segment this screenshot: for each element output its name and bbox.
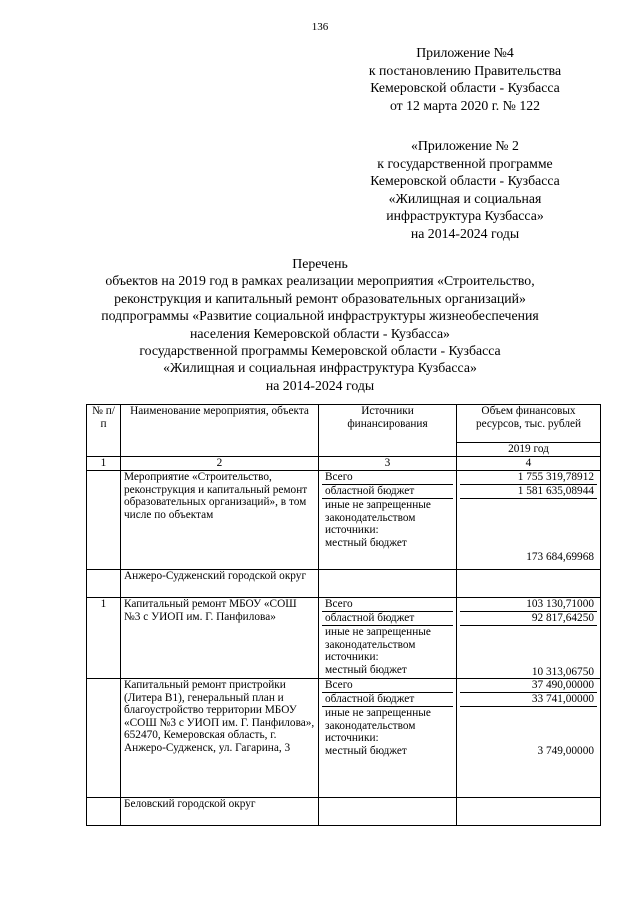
- value-local: 173 684,69968: [526, 550, 594, 563]
- cell-empty: [457, 798, 601, 826]
- value-local-box: [460, 626, 597, 678]
- appendix2-line: к государственной программе: [377, 155, 553, 171]
- source-regional: областной бюджет: [322, 693, 453, 707]
- table-row: [87, 598, 601, 679]
- title-line: Перечень: [292, 256, 348, 271]
- title-line: подпрограммы «Развитие социальной инфраструктуры жизнеобеспечения: [101, 308, 539, 324]
- page-number: 136: [311, 21, 329, 33]
- source-other-label: иные не запрещенные законодательством источники:: [325, 499, 431, 536]
- cell-name: Мероприятие «Строительство, реконструкция и капитальный ремонт образовательных организаций», в том числе по объектам: [121, 471, 319, 570]
- cell-sources: [319, 679, 457, 798]
- table-row: [87, 570, 601, 598]
- source-local: местный бюджет: [325, 663, 407, 676]
- cell-empty: [457, 570, 601, 598]
- appendix2-line: на 2014-2024 годы: [410, 225, 520, 241]
- cell-values: [457, 471, 601, 570]
- district-name: Анжеро-Судженский городской округ: [121, 570, 319, 598]
- value-total: 37 490,00000: [460, 679, 597, 693]
- cell-num: [87, 798, 121, 826]
- title-line: объектов на 2019 год в рамках реализации мероприятия «Строительство,: [105, 273, 535, 289]
- source-other-label: иные не запрещенные законодательством источники:: [325, 626, 431, 663]
- cell-num: 1: [87, 598, 121, 679]
- source-total: Всего: [322, 679, 453, 693]
- cell-num: [87, 570, 121, 598]
- cell-name: Капитальный ремонт пристройки (Литера В1), генеральный план и благоустройство территории МБОУ «СОШ №3 с УИОП им. Г. Панфилова», 652470, Кемеровская область, г. Анжеро-Судженск, ул. Гагарина, 3: [121, 679, 319, 798]
- colnum: 3: [319, 457, 457, 471]
- source-other: [322, 499, 453, 569]
- source-regional: областной бюджет: [322, 612, 453, 626]
- colnum: 2: [121, 457, 319, 471]
- document-title: [60, 255, 580, 394]
- title-line: населения Кемеровской области - Кузбасса»: [190, 325, 450, 341]
- appendix2-line: «Приложение № 2: [411, 138, 519, 153]
- value-local-box: [460, 707, 597, 797]
- cell-num: [87, 679, 121, 798]
- source-local: местный бюджет: [325, 744, 407, 757]
- value-local: 10 313,06750: [531, 665, 594, 678]
- appendix-line: к постановлению Правительства: [368, 62, 562, 78]
- source-other: [322, 626, 453, 678]
- table-row: [87, 679, 601, 798]
- cell-num: [87, 471, 121, 570]
- value-regional: 1 581 635,08944: [460, 485, 597, 499]
- source-local: местный бюджет: [325, 536, 407, 549]
- title-line: на 2014-2024 годы: [265, 377, 375, 393]
- colnum-row: [87, 457, 601, 471]
- cell-empty: [319, 798, 457, 826]
- cell-values: [457, 679, 601, 798]
- appendix2-line: инфраструктура Кузбасса»: [386, 208, 544, 223]
- cell-name: Капитальный ремонт МБОУ «СОШ №3 с УИОП им. Г. Панфилова»: [121, 598, 319, 679]
- source-regional: областной бюджет: [322, 485, 453, 499]
- source-total: Всего: [322, 598, 453, 612]
- appendix-header: [340, 44, 590, 114]
- value-regional: 92 817,64250: [460, 612, 597, 626]
- cell-empty: [319, 570, 457, 598]
- table-row: [87, 471, 601, 570]
- appendix2-header: [340, 137, 590, 242]
- objects-table: [86, 404, 601, 826]
- source-total: Всего: [322, 471, 453, 485]
- value-regional: 33 741,00000: [460, 693, 597, 707]
- cell-sources: [319, 471, 457, 570]
- source-other-label: иные не запрещенные законодательством источники:: [325, 707, 431, 744]
- cell-sources: [319, 598, 457, 679]
- header-row: [87, 405, 601, 443]
- value-total: 103 130,71000: [460, 598, 597, 612]
- colnum: 4: [457, 457, 601, 471]
- value-local-box: [460, 499, 597, 569]
- district-name: Беловский городской округ: [121, 798, 319, 826]
- title-line: государственной программы Кемеровской области - Кузбасса: [139, 343, 501, 359]
- source-other: [322, 707, 453, 797]
- title-line: реконструкция и капитальный ремонт образовательных организаций»: [114, 290, 526, 306]
- appendix-line: от 12 марта 2020 г. № 122: [389, 97, 541, 113]
- header-num: № п/п: [87, 405, 121, 457]
- value-local: 3 749,00000: [537, 745, 594, 757]
- header-year: 2019 год: [457, 443, 601, 457]
- table-row: [87, 798, 601, 826]
- header-name: Наименование мероприятия, объекта: [121, 405, 319, 457]
- appendix2-line: Кемеровской области - Кузбасса: [370, 173, 560, 188]
- appendix-line: Приложение №4: [416, 45, 514, 60]
- cell-values: [457, 598, 601, 679]
- header-volume: Объем финансовых ресурсов, тыс. рублей: [457, 405, 601, 443]
- header-source: Источники финансирования: [319, 405, 457, 457]
- appendix-line: Кемеровской области - Кузбасса: [370, 80, 560, 95]
- appendix2-line: «Жилищная и социальная: [388, 190, 542, 206]
- value-total: 1 755 319,78912: [460, 471, 597, 485]
- title-line: «Жилищная и социальная инфраструктура Кузбасса»: [163, 360, 477, 376]
- colnum: 1: [87, 457, 121, 471]
